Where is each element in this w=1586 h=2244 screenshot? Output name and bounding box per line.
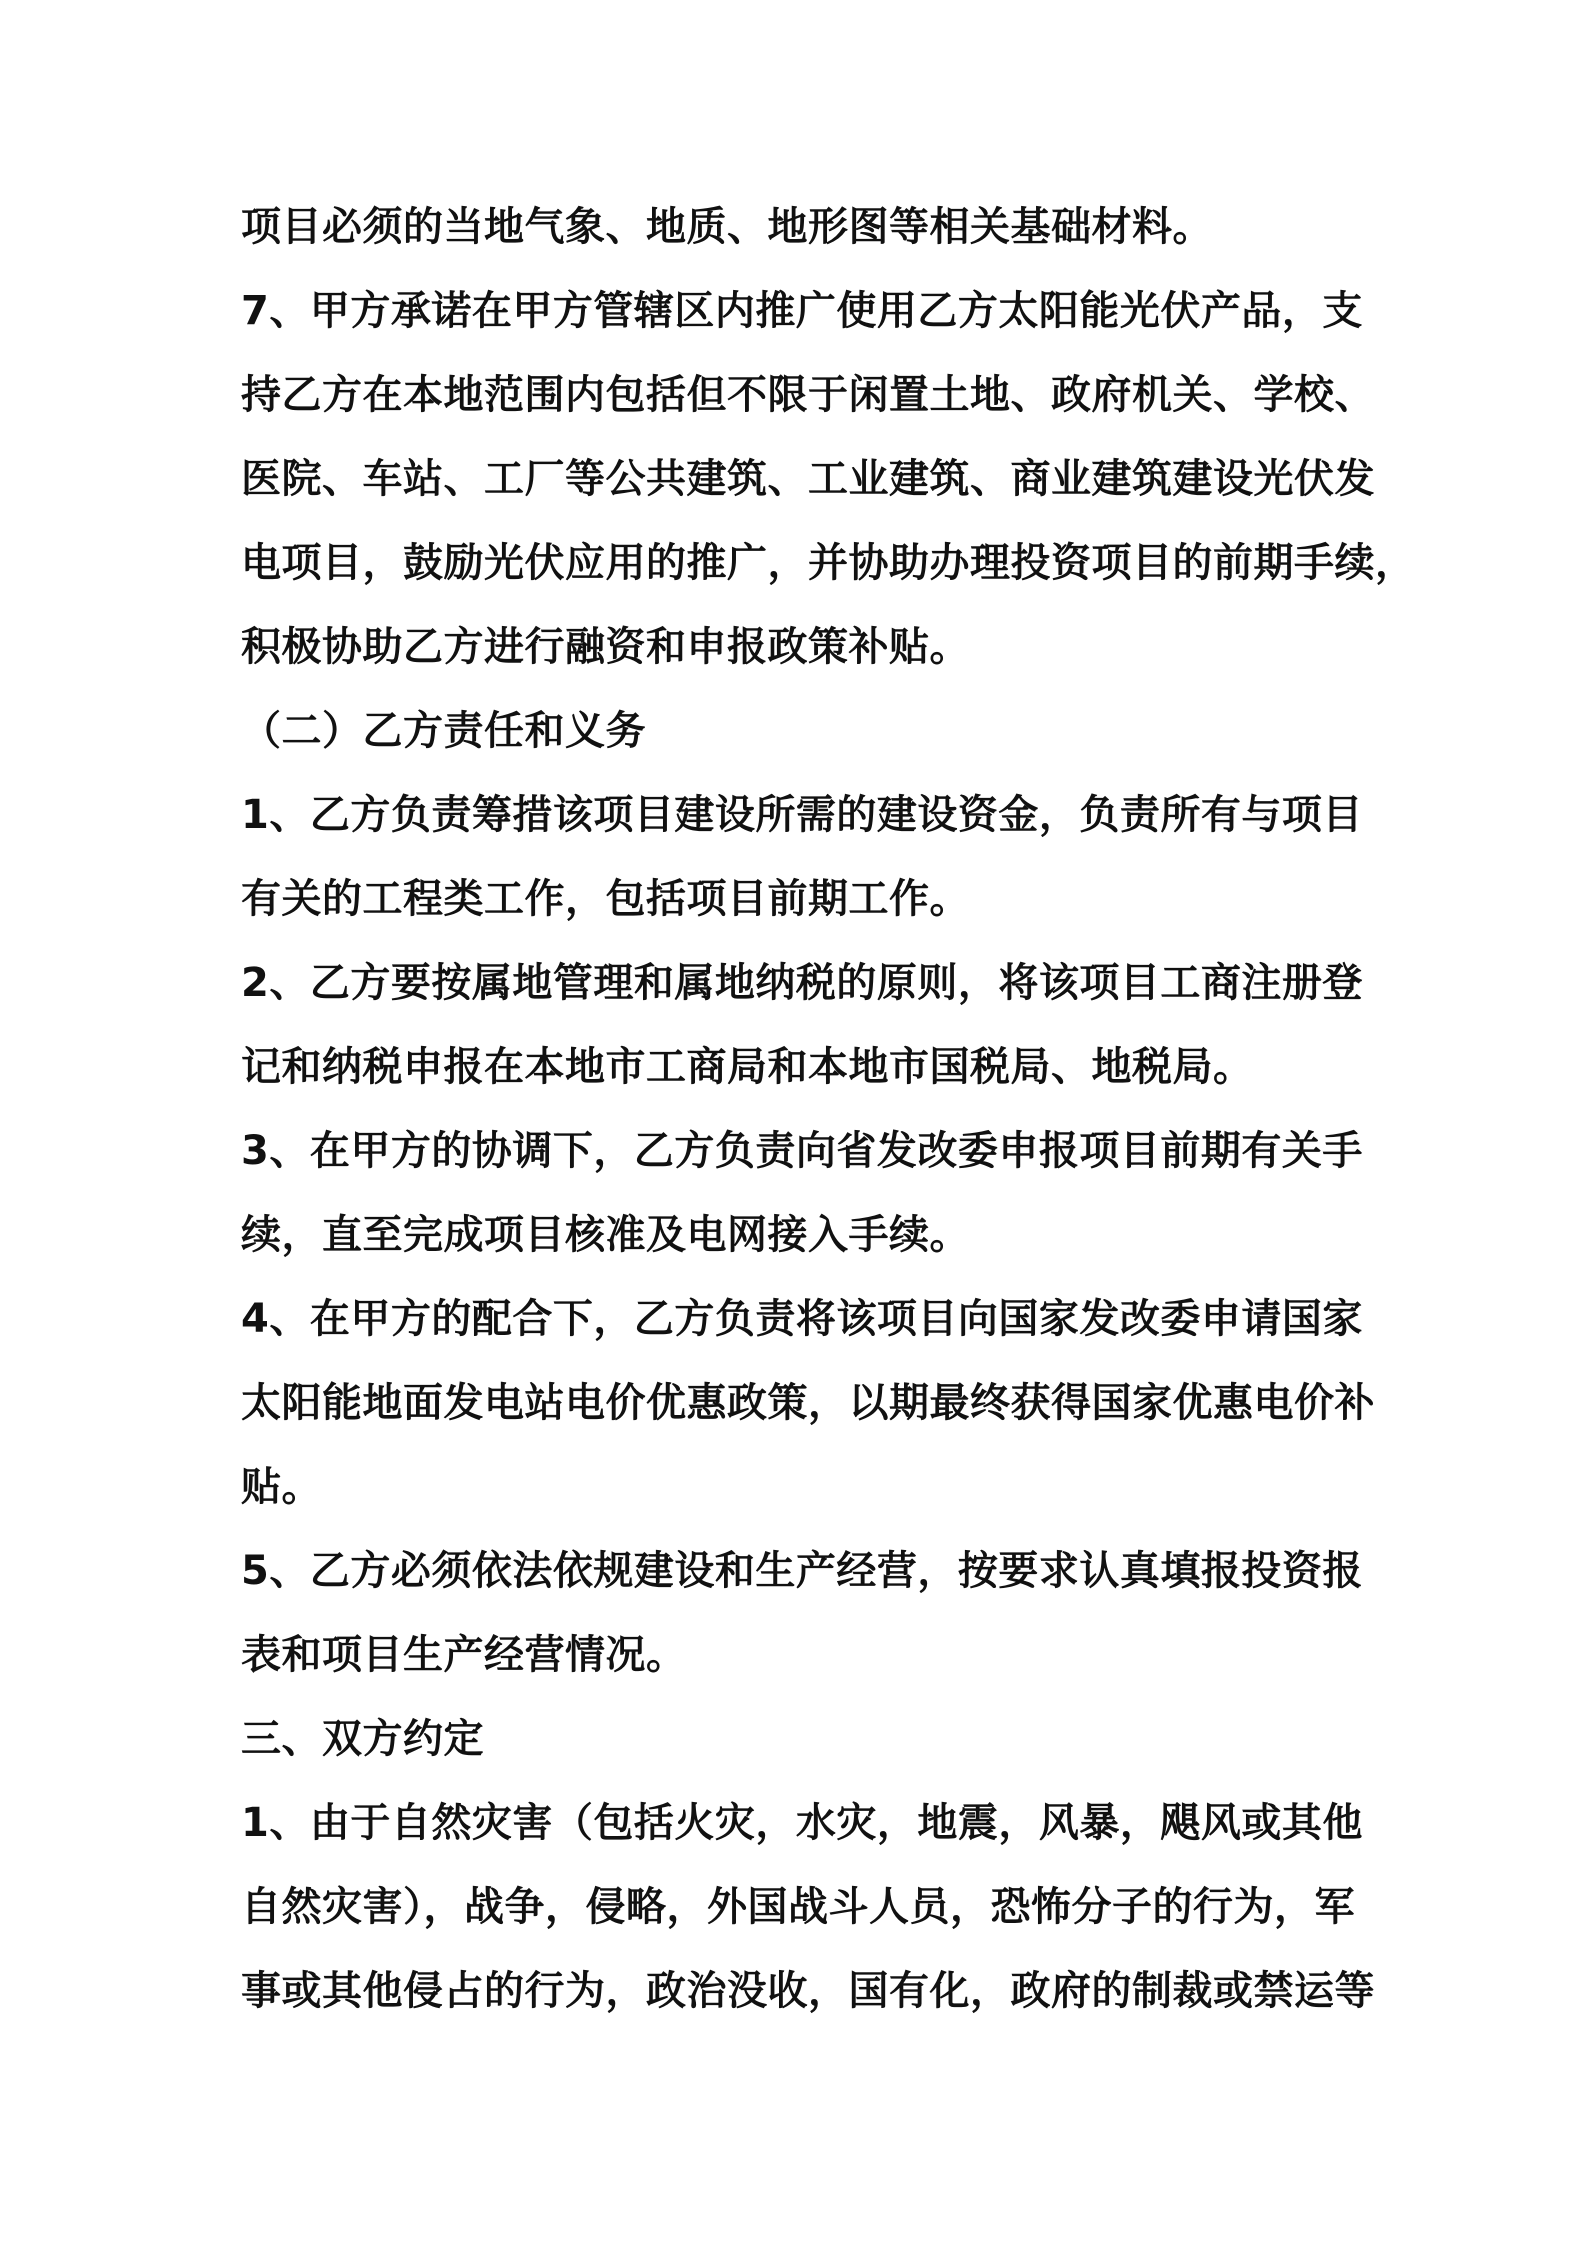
text-line: 积极协助乙方进行融资和申报政策补贴。 [241,624,970,670]
text-line: 续，直至完成项目核准及电网接入手续。 [241,1212,970,1258]
text-line: 电项目，鼓励光伏应用的推广，并协助办理投资项目的前期手续， [241,540,1416,586]
text-line: 有关的工程类工作，包括项目前期工作。 [241,876,970,922]
section-heading: 三、双方约定 [241,1716,484,1762]
text-line: 5、乙方必须依法依规建设和生产经营，按要求认真填报投资报 [241,1548,1363,1594]
text-line: 4、在甲方的配合下，乙方负责将该项目向国家发改委申请国家 [241,1296,1363,1342]
text-line: 3、在甲方的协调下，乙方负责向省发改委申报项目前期有关手 [241,1128,1363,1174]
text-line: 记和纳税申报在本地市工商局和本地市国税局、地税局。 [241,1044,1254,1090]
text-line: 持乙方在本地范围内包括但不限于闲置土地、政府机关、学校、 [241,372,1375,418]
text-line: 医院、车站、工厂等公共建筑、工业建筑、商业建筑建设光伏发 [241,456,1375,502]
text-line: 太阳能地面发电站电价优惠政策，以期最终获得国家优惠电价补 [241,1380,1375,1426]
text-line: 1、乙方负责筹措该项目建设所需的建设资金，负责所有与项目 [241,792,1363,838]
text-line: 7、甲方承诺在甲方管辖区内推广使用乙方太阳能光伏产品，支 [241,288,1363,334]
text-line: 自然灾害），战争，侵略，外国战斗人员，恐怖分子的行为，军 [241,1884,1355,1930]
text-line: 表和项目生产经营情况。 [241,1632,687,1678]
text-line: 贴。 [241,1464,322,1510]
text-line: 项目必须的当地气象、地质、地形图等相关基础材料。 [241,204,1213,250]
text-line: 2、乙方要按属地管理和属地纳税的原则，将该项目工商注册登 [241,960,1363,1006]
text-line: 1、由于自然灾害（包括火灾，水灾，地震，风暴，飓风或其他 [241,1800,1363,1846]
text-line: 事或其他侵占的行为，政治没收，国有化，政府的制裁或禁运等 [241,1968,1375,2014]
section-heading: （二）乙方责任和义务 [241,708,646,754]
